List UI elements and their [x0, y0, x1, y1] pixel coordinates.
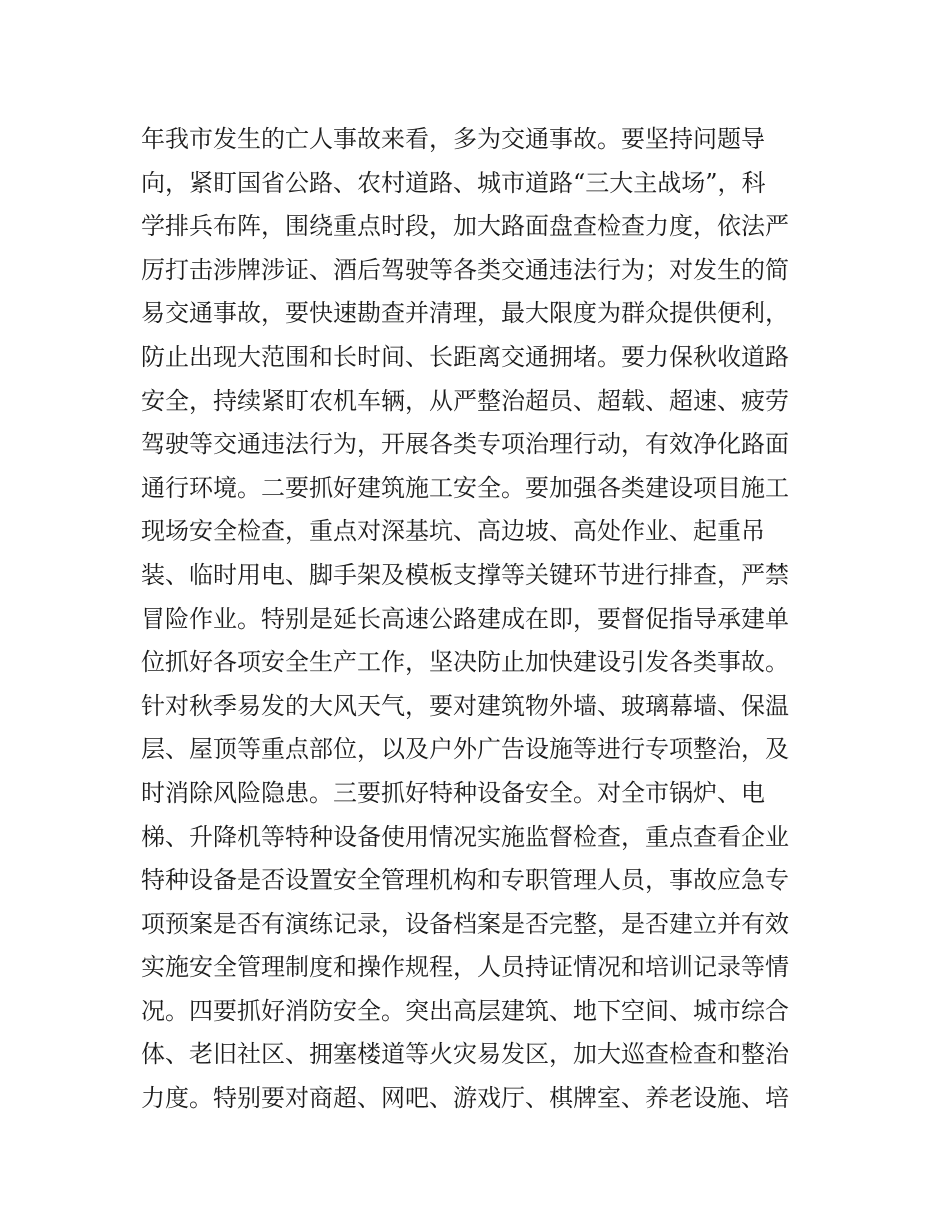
text-line: 年我市发生的亡人事故来看，多为交通事故。要坚持问题导 [141, 125, 765, 153]
text-line: 特种设备是否设置安全管理机构和专职管理人员，事故应急专 [141, 866, 789, 895]
text-line: 厉打击涉牌涉证、酒后驾驶等各类交通违法行为；对发生的简 [141, 255, 789, 284]
text-line: 项预案是否有演练记录，设备档案是否完整，是否建立并有效 [141, 909, 789, 938]
text-line: 向，紧盯国省公路、农村道路、城市道路“三大主战场”，科 [141, 168, 766, 197]
text-line: 驾驶等交通违法行为，开展各类专项治理行动，有效净化路面 [141, 430, 789, 459]
text-line: 学排兵布阵，围绕重点时段，加大路面盘查检查力度，依法严 [141, 212, 789, 241]
text-line: 层、屋顶等重点部位，以及户外广告设施等进行专项整治，及 [141, 735, 789, 764]
text-line: 通行环境。二要抓好建筑施工安全。要加强各类建设项目施工 [141, 473, 789, 502]
text-line: 冒险作业。特别是延长高速公路建成在即，要督促指导承建单 [141, 604, 789, 633]
text-line: 力度。特别要对商超、网吧、游戏厅、棋牌室、养老设施、培 [141, 1084, 789, 1113]
text-line: 防止出现大范围和长时间、长距离交通拥堵。要力保秋收道路 [141, 342, 789, 371]
text-line: 时消除风险隐患。三要抓好特种设备安全。对全市锅炉、电 [141, 778, 765, 807]
text-line: 梯、升降机等特种设备使用情况实施监督检查，重点查看企业 [141, 822, 789, 851]
text-line: 体、老旧社区、拥塞楼道等火灾易发区，加大巡查检查和整治 [141, 1040, 789, 1069]
text-line: 装、临时用电、脚手架及模板支撑等关键环节进行排查，严禁 [141, 560, 789, 589]
text-line: 现场安全检查，重点对深基坑、高边坡、高处作业、起重吊 [141, 517, 765, 546]
text-line: 况。四要抓好消防安全。突出高层建筑、地下空间、城市综合 [141, 996, 789, 1025]
text-line: 位抓好各项安全生产工作，坚决防止加快建设引发各类事故。 [141, 648, 789, 677]
text-line: 针对秋季易发的大风天气，要对建筑物外墙、玻璃幕墙、保温 [141, 691, 789, 720]
body-text [141, 118, 821, 1121]
text-line: 安全，持续紧盯农机车辆，从严整治超员、超载、超速、疲劳 [141, 386, 789, 415]
text-line: 易交通事故，要快速勘查并清理，最大限度为群众提供便利， [141, 299, 789, 328]
text-line: 实施安全管理制度和操作规程，人员持证情况和培训记录等情 [141, 953, 789, 982]
